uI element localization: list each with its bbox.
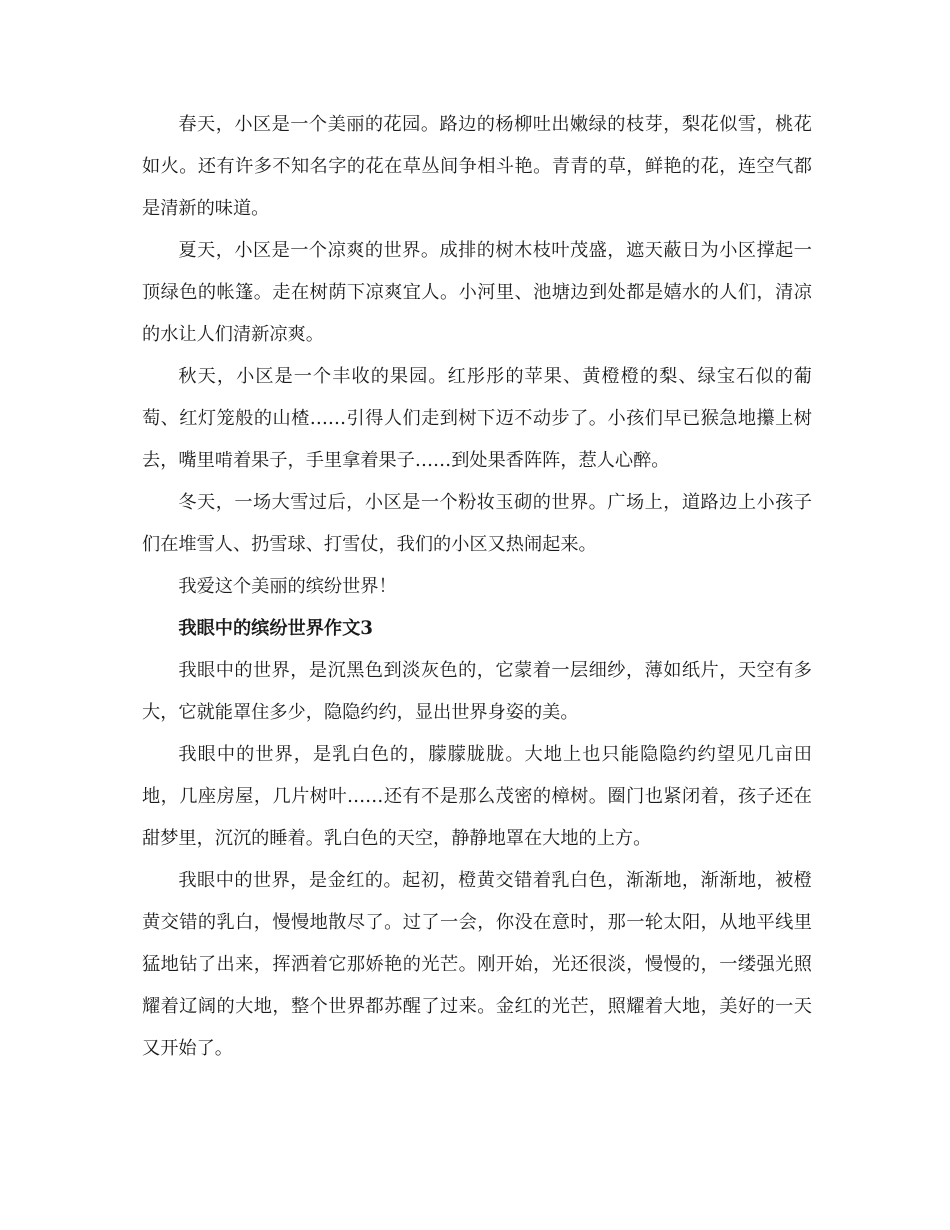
document-page — [142, 104, 812, 1070]
paragraph-milky-white-world: 我眼中的世界，是乳白色的，朦朦胧胧。大地上也只能隐隐约约望见几亩田地，几座房屋，几片树叶……还有不是那么茂密的樟树。圈门也紧闭着，孩子还在甜梦里，沉沉的睡着。乳白色的天空，静静地罩在大地的上方。 — [142, 744, 812, 849]
paragraph-winter: 冬天，一场大雪过后，小区是一个粉妆玉砌的世界。广场上，道路边上小孩子们在堆雪人、扔雪球、打雪仗，我们的小区又热闹起来。 — [142, 492, 812, 555]
paragraph-summer: 夏天，小区是一个凉爽的世界。成排的树木枝叶茂盛，遮天蔽日为小区撑起一顶绿色的帐篷。走在树荫下凉爽宜人。小河里、池塘边到处都是嬉水的人们，清凉的水让人们清新凉爽。 — [142, 240, 812, 345]
paragraph-golden-red-world: 我眼中的世界，是金红的。起初，橙黄交错着乳白色，渐渐地，渐渐地，被橙黄交错的乳白，慢慢地散尽了。过了一会，你没在意时，那一轮太阳，从地平线里猛地钻了出来，挥洒着它那娇艳的光芒。刚开始，光还很淡，慢慢的，一缕强光照耀着辽阔的大地，整个世界都苏醒了过来。金红的光芒，照耀着大地，美好的一天又开始了。 — [142, 870, 812, 1059]
paragraph-spring: 春天，小区是一个美丽的花园。路边的杨柳吐出嫩绿的枝芽，梨花似雪，桃花如火。还有许多不知名字的花在草丛间争相斗艳。青青的草，鲜艳的花，连空气都是清新的味道。 — [142, 114, 812, 219]
paragraph-dark-gray-world: 我眼中的世界，是沉黑色到淡灰色的，它蒙着一层细纱，薄如纸片，天空有多大，它就能罩住多少，隐隐约约，显出世界身姿的美。 — [142, 660, 812, 723]
paragraph-autumn: 秋天，小区是一个丰收的果园。红彤彤的苹果、黄橙橙的梨、绿宝石似的葡萄、红灯笼般的山楂……引得人们走到树下迈不动步了。小孩们早已猴急地攥上树去，嘴里啃着果子，手里拿着果子……到处果香阵阵，惹人心醉。 — [142, 366, 812, 471]
essay-heading: 我眼中的缤纷世界作文3 — [178, 618, 373, 639]
paragraph-closing: 我爱这个美丽的缤纷世界！ — [178, 576, 397, 597]
